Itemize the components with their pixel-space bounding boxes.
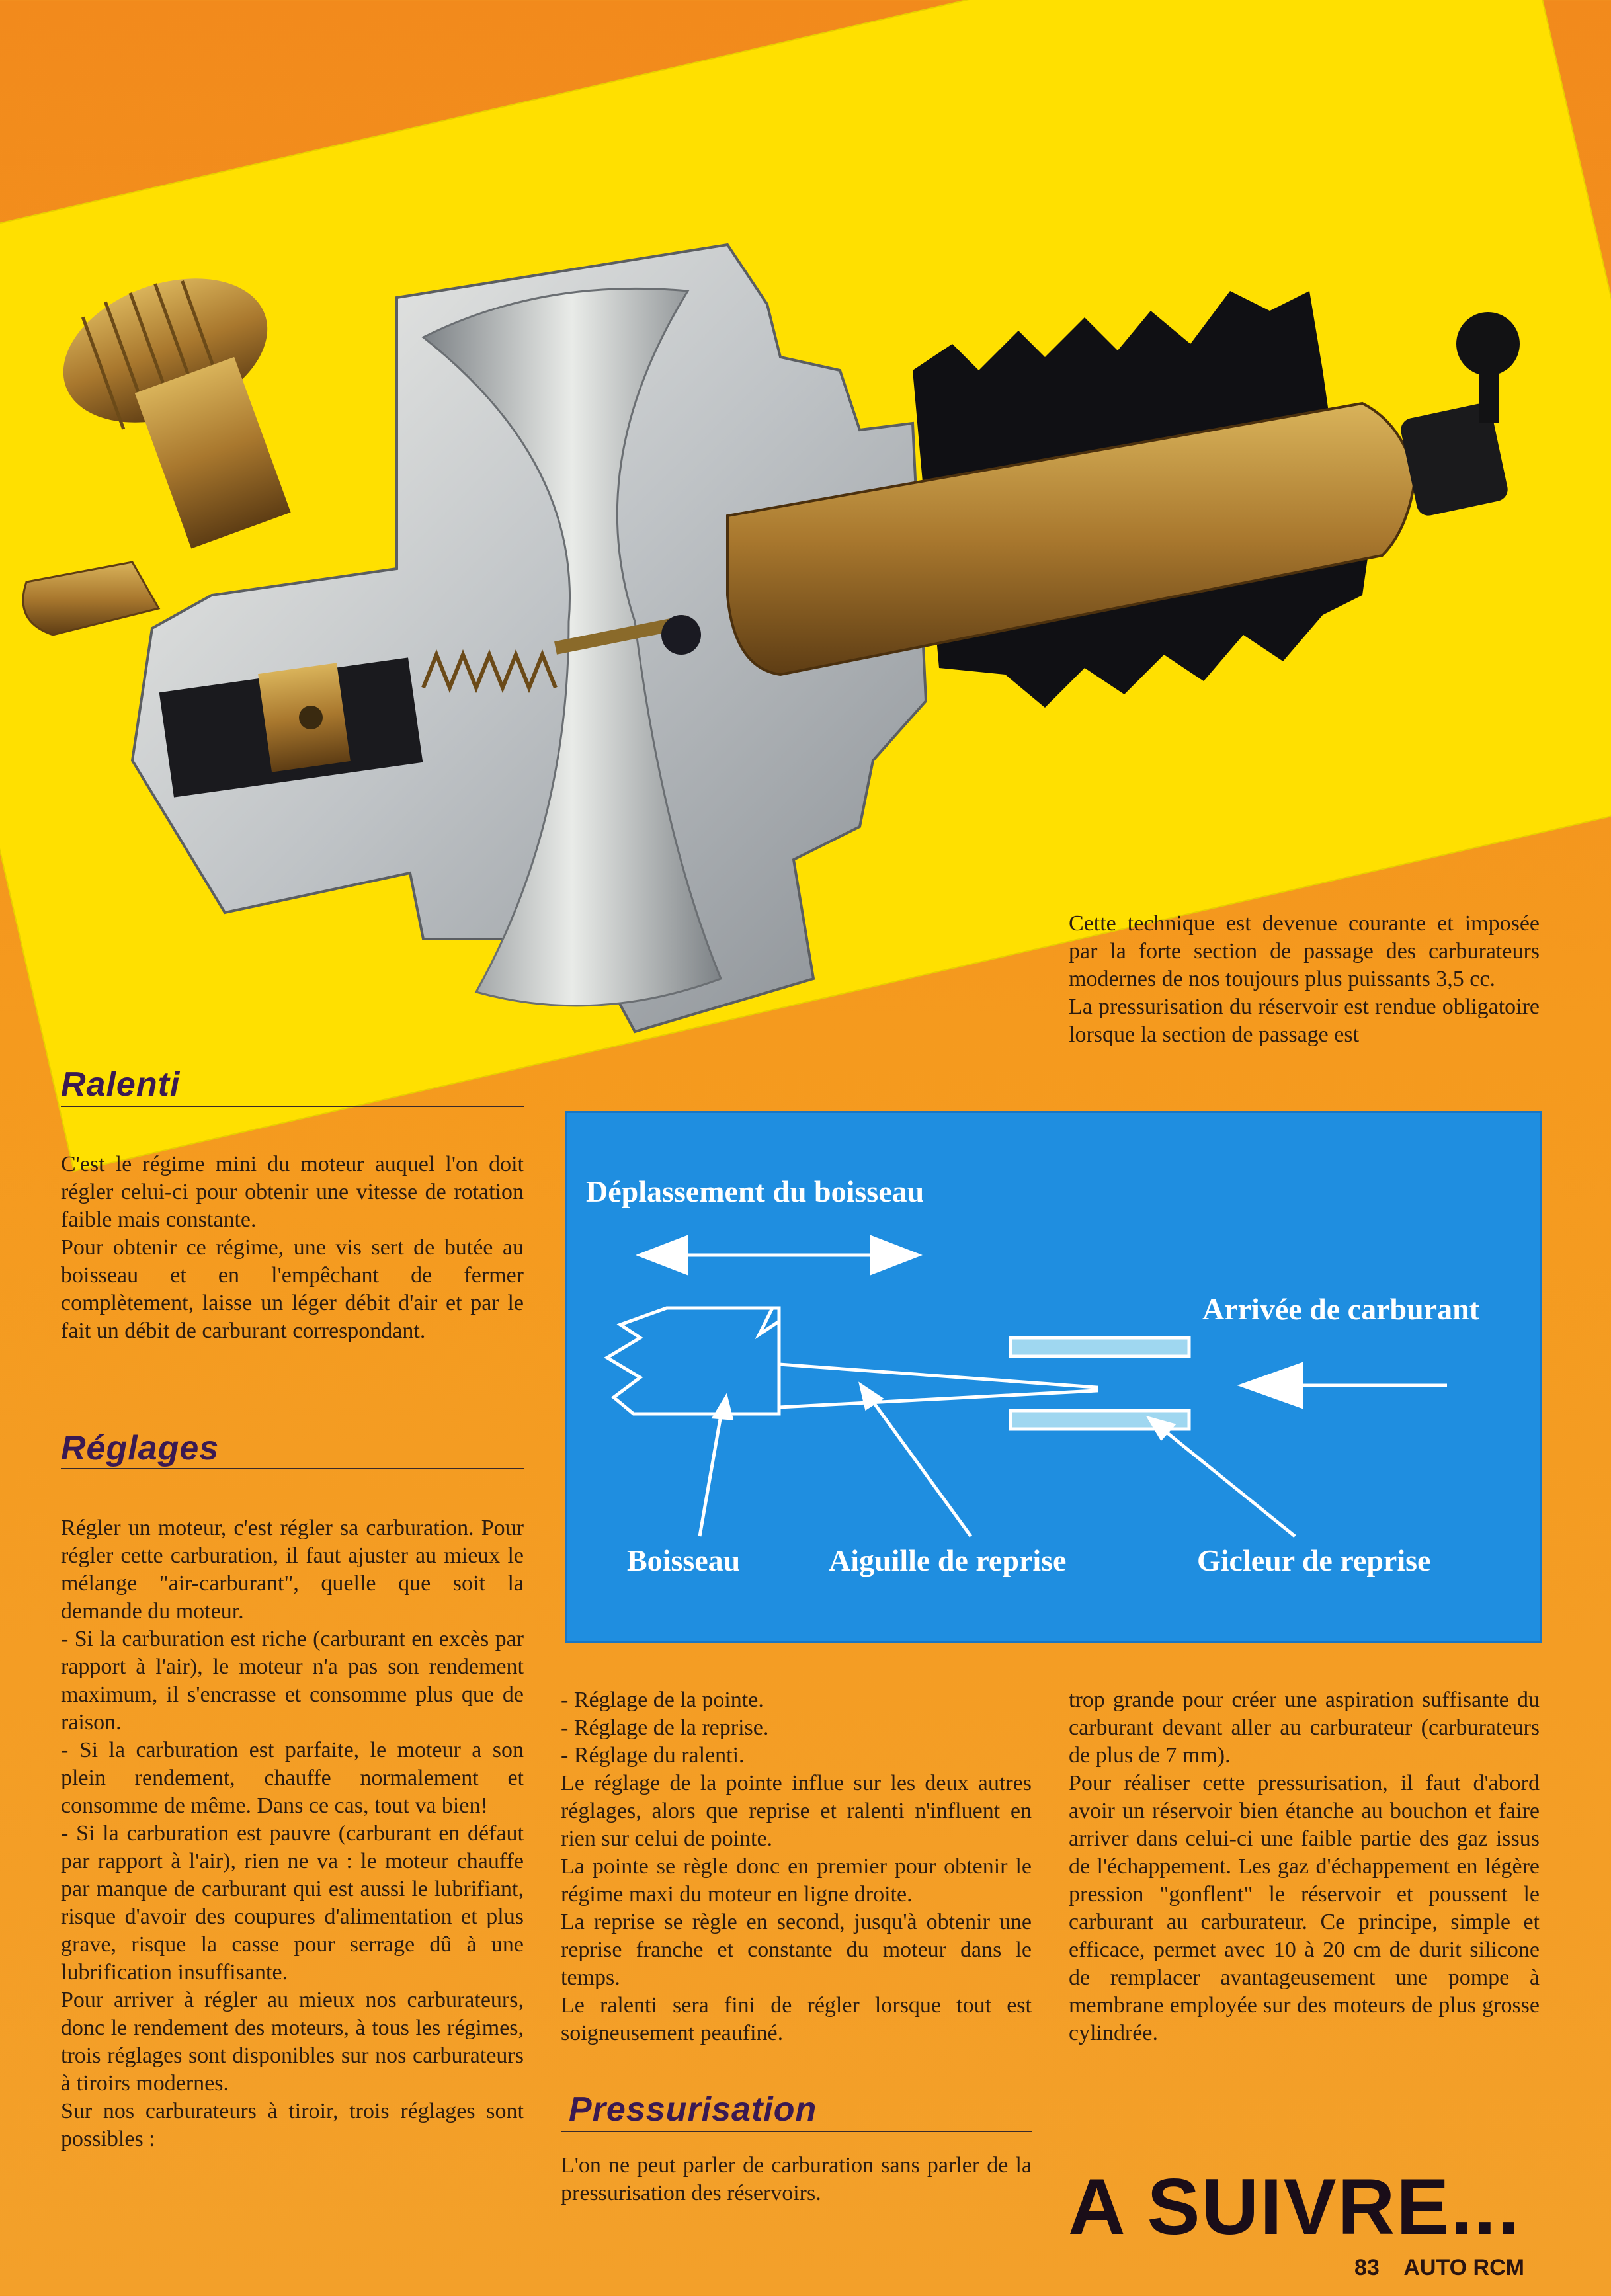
magazine-name: AUTO RCM bbox=[1403, 2255, 1524, 2280]
reglages-paragraph: Pour arriver à régler au mieux nos carburateurs, donc le rendement des moteurs, à tous les régimes, trois réglages sont disponibles sur nos carburateurs à tiroirs modernes. bbox=[61, 1988, 524, 2096]
reglages-paragraph: - Si la carburation est parfaite, le moteur a son plein rendement, chauffe normalement et consomme de même. Dans ce cas, tout va bien! bbox=[61, 1738, 524, 1818]
reglages-paragraph: - Si la carburation est riche (carburant en excès par rapport à l'air), le moteur n'a pas son rendement maximum, il s'encrasse et consomme plus que de raison. bbox=[61, 1627, 524, 1735]
diagram-aiguille-label: Aiguille de reprise bbox=[829, 1543, 1067, 1577]
reglages-paragraph: Régler un moteur, c'est régler sa carburation. Pour régler cette carburation, il faut ajuster au mieux le mélange "air-carburant", quelle que soit la demande du moteur. bbox=[61, 1516, 524, 1623]
middle-paragraph: Le ralenti sera fini de régler lorsque tout est soigneusement peaufiné. bbox=[561, 1993, 1032, 2045]
right-top-paragraph: Cette technique est devenue courante et imposée par la forte section de passage des carburateurs modernes de nos toujours plus puissants 3,5 cc. bbox=[1069, 911, 1540, 991]
diagram-title: Déplassement du boisseau bbox=[586, 1174, 925, 1208]
right-top-paragraph: La pressurisation du réservoir est rendue obligatoire lorsque la section de passage est bbox=[1069, 995, 1540, 1047]
reglages-paragraph: - Si la carburation est pauvre (carburant en défaut par rapport à l'air), rien ne va : le moteur chauffe par manque de carburant qui est aussi le lubrifiant, risque d'avoir des coupures d'alimentation et plus grave, risque la casse pour serrage dû à une lubrification insuffisante. bbox=[61, 1821, 524, 1985]
ralenti-paragraph: C'est le régime mini du moteur auquel l'on doit régler celui-ci pour obtenir une vitesse de rotation faible mais constante. bbox=[61, 1152, 524, 1232]
reglages-paragraph: Sur nos carburateurs à tiroir, trois réglages sont possibles : bbox=[61, 2099, 524, 2151]
diagram-arrivee-label: Arrivée de carburant bbox=[1202, 1292, 1479, 1326]
diagram-boisseau-label: Boisseau bbox=[627, 1543, 741, 1577]
middle-paragraph: - Réglage de la pointe. bbox=[561, 1688, 764, 1712]
ralenti-text bbox=[61, 1151, 524, 1345]
right-bottom-paragraph: Pour réaliser cette pressurisation, il faut d'abord avoir un réservoir bien étanche au bouchon et faire arriver dans celui-ci une faible partie des gaz issus de l'échappement. Les gaz d'échappement en légère pression "gonflent" le réservoir et poussent le carburant au carburateur. Ce principe, simple et efficace, permet avec 10 à 20 cm de durit silicone de remplacer avantageusement une pompe à membrane employée sur des moteurs de plus grosse cylindrée. bbox=[1069, 1771, 1540, 2045]
pressurisation-paragraph: L'on ne peut parler de carburation sans parler de la pressurisation des réservoirs. bbox=[561, 2153, 1032, 2205]
page-footer bbox=[1354, 2255, 1524, 2281]
carburetor-diagram bbox=[565, 1111, 1542, 1643]
diagram-gicleur-label: Gicleur de reprise bbox=[1197, 1543, 1431, 1577]
reglages-heading: Réglages bbox=[61, 1429, 220, 1467]
pressurisation-text bbox=[561, 2152, 1032, 2207]
ralenti-heading: Ralenti bbox=[61, 1065, 181, 1104]
middle-paragraph: - Réglage du ralenti. bbox=[561, 1743, 745, 1768]
pressurisation-heading: Pressurisation bbox=[569, 2090, 817, 2129]
ralenti-paragraph: Pour obtenir ce régime, une vis sert de butée au boisseau et en l'empêchant de fermer complètement, laisse un léger débit d'air et par le fait un débit de carburant correspondant. bbox=[61, 1235, 524, 1343]
reglages-text bbox=[61, 1514, 524, 2153]
right-bottom-text bbox=[1069, 1686, 1540, 2047]
middle-paragraph: Le réglage de la pointe influe sur les deux autres réglages, alors que reprise et ralenti n'influent en rien sur celui de pointe. bbox=[561, 1771, 1032, 1851]
ralenti-rule bbox=[61, 1106, 524, 1107]
page-number: 83 bbox=[1354, 2255, 1380, 2280]
right-top-text bbox=[1069, 910, 1540, 1049]
pressurisation-rule bbox=[561, 2131, 1032, 2132]
middle-text bbox=[561, 1686, 1032, 2047]
right-bottom-paragraph: trop grande pour créer une aspiration suffisante du carburant devant aller au carburateur (carburateurs de plus de 7 mm). bbox=[1069, 1688, 1540, 1768]
reglages-rule bbox=[61, 1468, 524, 1469]
a-suivre-banner: A SUIVRE... bbox=[1068, 2162, 1521, 2251]
middle-paragraph: La pointe se règle donc en premier pour obtenir le régime maxi du moteur en ligne droite. bbox=[561, 1854, 1032, 1906]
middle-paragraph: La reprise se règle en second, jusqu'à obtenir une reprise franche et constante du moteur dans le temps. bbox=[561, 1910, 1032, 1990]
middle-paragraph: - Réglage de la reprise. bbox=[561, 1715, 769, 1740]
